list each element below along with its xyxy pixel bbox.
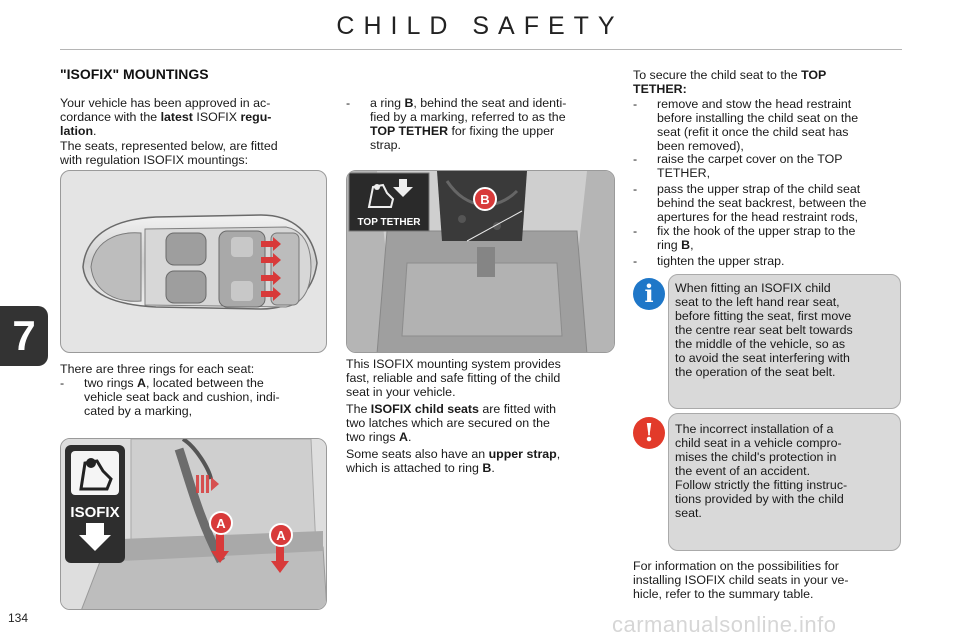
text-line: fied by a marking, referred to as the — [370, 110, 566, 124]
text-line: TOP TETHER for fixing the upper — [370, 124, 555, 138]
rings-paragraph: There are three rings for each seat: — [60, 362, 255, 376]
bullet-dash: - — [633, 152, 638, 166]
rings-a-bullet — [84, 376, 327, 418]
top-tether-logo-label: TOP TETHER — [357, 217, 421, 228]
text-line: Some seats also have an upper strap, — [346, 447, 561, 461]
text-line: seat in your vehicle. — [346, 385, 456, 399]
header-rule — [60, 49, 902, 50]
text-line: two rings A. — [346, 430, 412, 444]
ring-b-label: B — [480, 192, 490, 207]
system-paragraph — [346, 357, 615, 399]
text-line: installing ISOFIX child seats in your ve- — [633, 573, 849, 587]
text-line: been removed), — [657, 139, 744, 153]
step-item — [657, 97, 901, 153]
text-line: with regulation ISOFIX mountings: — [60, 153, 249, 167]
top-tether-intro — [633, 68, 901, 96]
step-item — [657, 182, 901, 224]
bullet-dash: - — [60, 376, 65, 390]
text-line: ring B, — [657, 238, 694, 252]
info-note-text — [675, 281, 896, 379]
bullet-dash: - — [633, 224, 638, 238]
ring-a-label: A — [276, 528, 286, 543]
isofix-seat-illustration — [61, 439, 327, 610]
text-line: to avoid the seat interfering with — [675, 351, 850, 365]
text-line: child seat in a vehicle compro- — [675, 436, 842, 450]
text-line: TETHER: — [633, 82, 687, 96]
text-line: before installing the child seat on the — [657, 111, 859, 125]
page-header-title: CHILD SAFETY — [336, 12, 624, 40]
seats-paragraph — [60, 139, 327, 167]
warning-note-text-2 — [675, 478, 896, 520]
summary-table-paragraph — [633, 559, 901, 601]
text-line: the middle of the vehicle, so as — [675, 337, 846, 351]
text-line: before fitting the seat, first move — [675, 309, 852, 323]
warning-note-text — [675, 422, 896, 478]
text-line: the event of an accident. — [675, 464, 811, 478]
text-line: two latches which are secured on the — [346, 416, 550, 430]
text-line: The ISOFIX child seats are fitted with — [346, 402, 557, 416]
text-line: apertures for the head restraint rods, — [657, 210, 859, 224]
chapter-tab: 7 — [0, 306, 48, 366]
text-line: hicle, refer to the summary table. — [633, 587, 814, 601]
warning-icon: ! — [633, 417, 665, 449]
text-line: To secure the child seat to the TOP — [633, 68, 827, 82]
bullet-dash: - — [633, 254, 638, 268]
text-line: the centre rear seat belt towards — [675, 323, 853, 337]
text-line: seat (refit it once the child seat has — [657, 125, 849, 139]
watermark: carmanualsonline.info — [612, 612, 837, 637]
text-line: cated by a marking, — [84, 404, 193, 418]
ring-b-bullet — [370, 96, 615, 152]
text-line: a ring B, behind the seat and identi- — [370, 96, 567, 110]
text-line: the operation of the seat belt. — [675, 365, 836, 379]
boot-illustration — [347, 171, 615, 353]
top-tether-boot-image — [346, 170, 615, 353]
section-title: "ISOFIX" MOUNTINGS — [60, 66, 209, 82]
upper-strap-paragraph — [346, 447, 615, 475]
text-line: seat. — [675, 506, 702, 520]
bullet-dash: - — [346, 96, 351, 110]
text-line: This ISOFIX mounting system provides — [346, 357, 561, 371]
text-line: two rings A, located between the — [84, 376, 264, 390]
text-line: When fitting an ISOFIX child — [675, 281, 831, 295]
text-line: The incorrect installation of a — [675, 422, 834, 436]
text-line: tighten the upper strap. — [657, 254, 785, 268]
ring-a-label: A — [216, 516, 226, 531]
intro-paragraph — [60, 96, 327, 138]
text-line: strap. — [370, 138, 401, 152]
car-top-view-image — [60, 170, 327, 353]
text-line: remove and stow the head restraint — [657, 97, 852, 111]
text-line: The seats, represented below, are fitted — [60, 139, 278, 153]
text-line: cordance with the latest ISOFIX regu- — [60, 110, 272, 124]
isofix-logo-label: ISOFIX — [70, 504, 120, 521]
text-line: For information on the possibilities for — [633, 559, 839, 573]
text-line: behind the seat backrest, between the — [657, 196, 867, 210]
bullet-dash: - — [633, 97, 638, 111]
text-line: TETHER, — [657, 166, 711, 180]
bullet-dash: - — [633, 182, 638, 196]
latches-paragraph — [346, 402, 615, 444]
text-line: Your vehicle has been approved in ac- — [60, 96, 271, 110]
text-line: raise the carpet cover on the TOP — [657, 152, 843, 166]
page-number: 134 — [8, 611, 29, 625]
isofix-seat-image — [60, 438, 327, 610]
text-line: fast, reliable and safe fitting of the child — [346, 371, 561, 385]
text-line: seat to the left hand rear seat, — [675, 295, 840, 309]
info-icon: i — [633, 278, 665, 310]
text-line: mises the child's protection in — [675, 450, 837, 464]
text-line: fix the hook of the upper strap to the — [657, 224, 856, 238]
text-line: vehicle seat back and cushion, indi- — [84, 390, 280, 404]
text-line: tions provided by with the child — [675, 492, 844, 506]
text-line: which is attached to ring B. — [346, 461, 495, 475]
text-line: lation. — [60, 124, 97, 138]
step-item — [657, 152, 901, 180]
text-line: Follow strictly the fitting instruc- — [675, 478, 848, 492]
text-line: pass the upper strap of the child seat — [657, 182, 861, 196]
step-item — [657, 254, 901, 268]
car-top-view-illustration — [61, 171, 327, 353]
step-item — [657, 224, 901, 252]
